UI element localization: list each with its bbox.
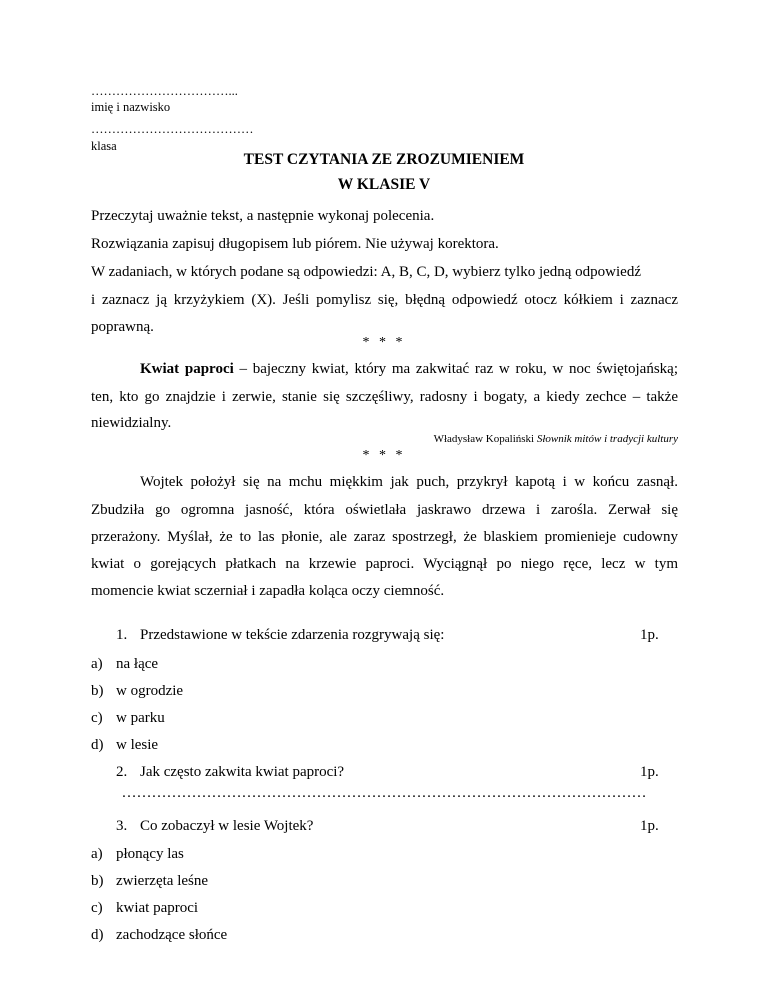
definition-line: ten, kto go znajdzie i zerwie, stanie się szczęśliwy, radosny i bogaty, a kiedy zechce – także <box>91 389 678 405</box>
definition-text: – bajeczny kwiat, który ma zakwitać raz w roku, w noc świętojańską; <box>233 361 678 377</box>
question-number: 2. <box>116 764 128 780</box>
question-text: Co zobaczył w lesie Wojtek? <box>140 818 314 834</box>
option-text[interactable]: zwierzęta leśne <box>116 873 209 889</box>
story-line: Zbudziła go ogromna jasność, która oświetlała jaskrawo drzewa i zarośla. Zerwał się <box>91 502 678 518</box>
option-text[interactable]: w parku <box>116 710 165 726</box>
test-subtitle: W KLASIE V <box>337 176 431 193</box>
story-line: kwiat o gorejących płatkach na krzewie paproci. Wyciągnął po niego ręce, lecz w tym <box>91 556 678 572</box>
option-letter[interactable]: d) <box>91 737 104 753</box>
option-text[interactable]: płonący las <box>116 846 184 862</box>
definition-line: niewidzialny. <box>91 415 172 431</box>
option-letter[interactable]: c) <box>91 900 103 916</box>
class-label: klasa <box>91 139 117 153</box>
definition-term: Kwiat paproci <box>140 361 234 377</box>
instruction-line: i zaznacz ją krzyżykiem (X). Jeśli pomylisz się, błędną odpowiedź otocz kółkiem i zaznacz <box>91 292 678 308</box>
instruction-line: Przeczytaj uważnie tekst, a następnie wykonaj polecenia. <box>91 208 435 224</box>
option-text[interactable]: na łące <box>116 656 159 672</box>
citation <box>434 433 678 445</box>
instruction-line: W zadaniach, w których podane są odpowiedzi: A, B, C, D, wybierz tylko jedną odpowiedź <box>91 264 641 280</box>
citation-author: Władysław Kopaliński <box>433 433 537 445</box>
answer-dots[interactable]: …………………………………………………………………………………………… <box>121 785 647 801</box>
question-number: 3. <box>116 818 128 834</box>
citation-work: Słownik mitów i tradycji kultury <box>536 433 678 445</box>
name-dots: ……………………………... <box>91 84 238 98</box>
question-number: 1. <box>116 627 128 643</box>
option-text[interactable]: zachodzące słońce <box>116 927 228 943</box>
option-letter[interactable]: a) <box>91 656 103 672</box>
separator: * * * <box>362 448 406 463</box>
story-line: przerażony. Myślał, że to las płonie, ale zaraz spostrzegł, że blaskiem promienieje cudowny <box>91 529 678 545</box>
option-text[interactable]: w lesie <box>116 737 159 753</box>
test-title: TEST CZYTANIA ZE ZROZUMIENIEM <box>243 151 525 168</box>
question-text: Przedstawione w tekście zdarzenia rozgrywają się: <box>140 627 445 643</box>
story-line: momencie kwiat sczerniał i zapadła koląca oczy ciemność. <box>91 583 445 599</box>
instruction-line: Rozwiązania zapisuj długopisem lub piórem. Nie używaj korektora. <box>91 236 499 252</box>
option-letter[interactable]: b) <box>91 873 104 889</box>
option-letter[interactable]: a) <box>91 846 103 862</box>
instruction-line: poprawną. <box>91 319 154 335</box>
option-text[interactable]: kwiat paproci <box>116 900 199 916</box>
story-line: Wojtek położył się na mchu miękkim jak puch, przykrył kapotą i w końcu zasnął. <box>140 474 678 490</box>
option-letter[interactable]: c) <box>91 710 103 726</box>
option-letter[interactable]: b) <box>91 683 104 699</box>
question-points: 1p. <box>640 764 659 780</box>
question-text: Jak często zakwita kwiat paproci? <box>140 764 345 780</box>
question-points: 1p. <box>640 818 659 834</box>
separator: * * * <box>362 335 406 350</box>
question-points: 1p. <box>640 627 659 643</box>
class-dots: ………………………………… <box>91 122 254 136</box>
name-label: imię i nazwisko <box>91 100 171 114</box>
option-letter[interactable]: d) <box>91 927 104 943</box>
option-text[interactable]: w ogrodzie <box>116 683 184 699</box>
definition-line <box>140 361 678 378</box>
